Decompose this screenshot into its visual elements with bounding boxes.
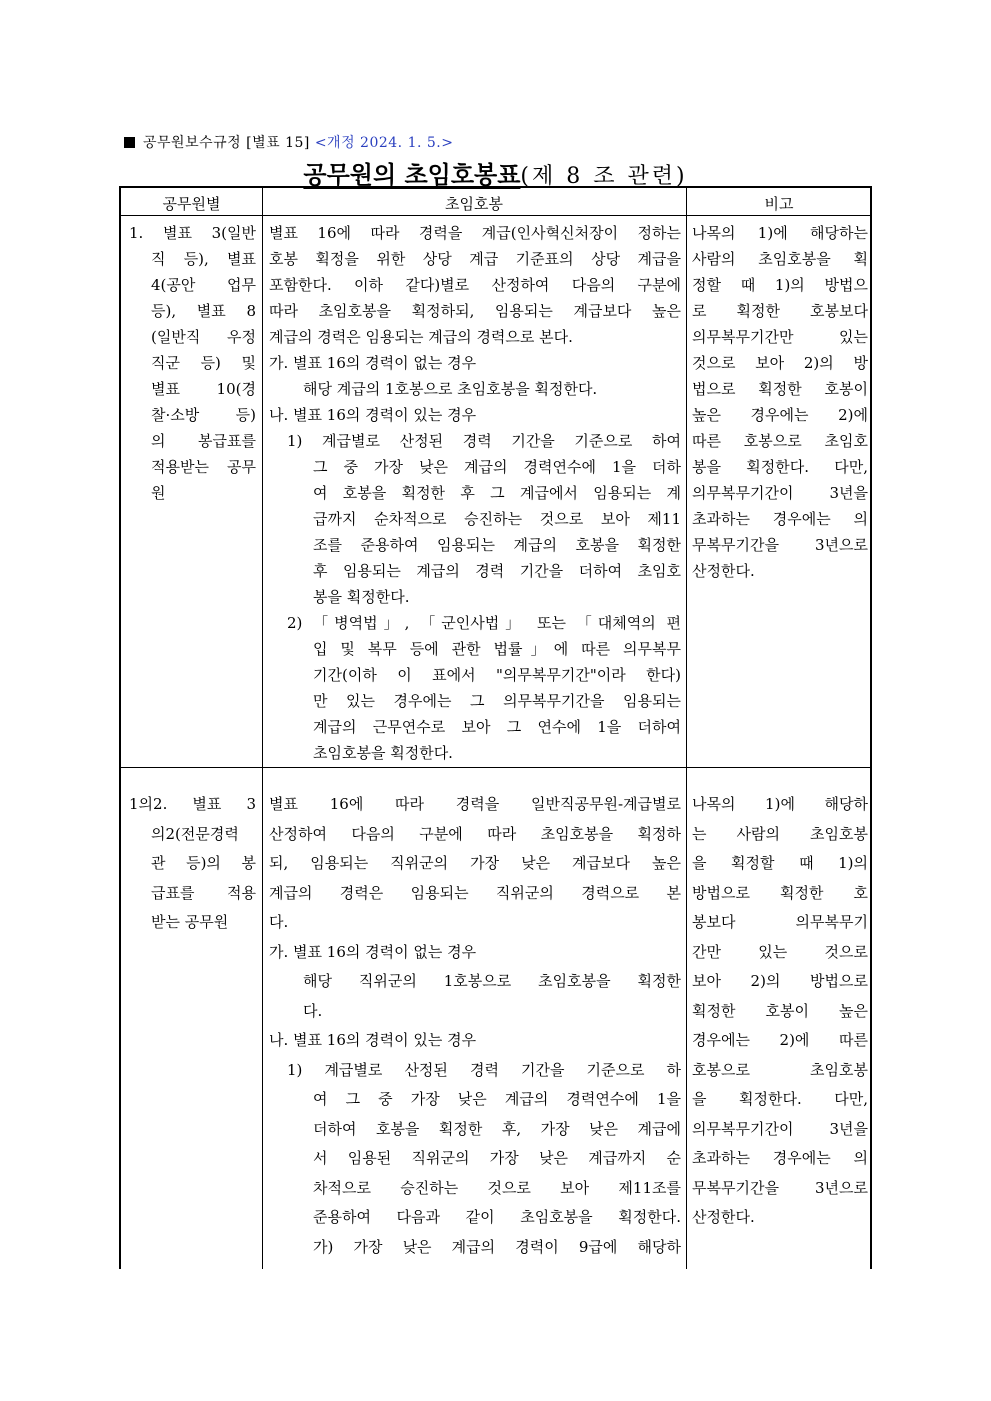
text-line: 1의2. 별표 3 [129, 795, 256, 813]
row-2-content [269, 790, 681, 1262]
text-line: 법으로 획정한 호봉이 [692, 380, 868, 398]
text-line: 무복무기간을 3년으로 [692, 1178, 868, 1197]
row-divider [121, 767, 870, 768]
text-line: 되, 임용되는 직위군의 가장 낮은 계급보다 높은 [269, 854, 681, 872]
text-line: 의 봉급표를 [151, 432, 256, 450]
text-line: 원 [151, 484, 166, 502]
text-line: 서 임용된 직위군의 가장 낮은 계급까지 순 [313, 1149, 681, 1167]
text-line: 방법으로 획정한 호 [692, 883, 868, 902]
text-line: 포함한다. 이하 같다)별로 산정하여 다음의 구분에 [269, 276, 681, 294]
text-line: 것으로 보아 2)의 방 [692, 354, 868, 372]
text-line: 등), 별표 8 [151, 302, 256, 320]
column-divider [686, 188, 687, 1269]
text-line: 1) 계급별로 산정된 경력 기간을 기준으로 하여 [287, 432, 681, 450]
text-line: 높은 경우에는 2)에 [692, 406, 868, 424]
text-line: 의무복무기간만 있는 [692, 328, 868, 346]
text-line: 다. [303, 1001, 323, 1020]
text-line: 봉을 획정한다. 다만, [692, 458, 868, 476]
text-line: 여 그 중 가장 낮은 계급의 경력연수에 1을 [313, 1090, 681, 1108]
column-divider [262, 188, 263, 1269]
text-line: 사람의 초임호봉을 획 [692, 250, 868, 268]
text-line: 만 있는 경우에는 그 의무복무기간을 임용되는 [313, 692, 681, 710]
text-line: 따라 초임호봉을 획정하되, 임용되는 계급보다 높은 [269, 302, 681, 320]
text-line: 적용받는 공무 [151, 458, 256, 476]
text-line: 관 등)의 봉 [151, 854, 256, 872]
text-line: 을 획정한다. 다만, [692, 1090, 868, 1108]
text-line: 다. [269, 913, 289, 931]
column-header-category: 공무원별 [162, 195, 221, 213]
header-divider [121, 215, 870, 216]
text-line: 로 획정한 호봉보다 [692, 302, 868, 320]
regulation-label: 공무원보수규정 [별표 15] [143, 135, 310, 151]
text-line: 차적으로 승진하는 것으로 보아 제11조를 [313, 1178, 681, 1197]
text-line: 준용하여 다음과 같이 초임호봉을 획정한다. [313, 1208, 681, 1226]
row-1-content [269, 220, 681, 766]
row-2-remarks [692, 790, 868, 1233]
text-line: 더하여 호봉을 획정한 후, 가장 낮은 계급에 [313, 1119, 681, 1138]
text-line: 급까지 순차적으로 승진하는 것으로 보아 제11 [313, 510, 681, 528]
text-line: 을 획정할 때 1)의 [692, 854, 868, 872]
text-line: 별표 16에 따라 경력을 계급(인사혁신처장이 정하는 [269, 224, 681, 242]
text-line: 직군 등) 및 [151, 354, 256, 372]
text-line: 보아 2)의 방법으로 [692, 972, 868, 990]
text-line: 경우에는 2)에 따른 [692, 1031, 868, 1049]
text-line: 여 호봉을 획정한 후 그 계급에서 임용되는 계 [313, 484, 681, 502]
text-line: 직 등), 별표 [151, 250, 256, 268]
text-line: 산정한다. [692, 562, 755, 580]
text-line: 초임호봉을 획정한다. [313, 744, 453, 762]
text-line: 무복무기간을 3년으로 [692, 536, 868, 554]
text-line: 급표를 적용 [151, 883, 256, 902]
text-line: 따른 호봉으로 초임호 [692, 432, 868, 450]
title-sub: (제 8 조 관련) [520, 164, 688, 189]
row-1-remarks [692, 220, 868, 584]
text-line: 입 및 복무 등에 관한 법률」에 따른 의무복무 [313, 640, 681, 658]
salary-table [119, 186, 872, 1269]
amendment-date: <개정 2024. 1. 5.> [314, 135, 454, 151]
text-line: 계급의 근무연수로 보아 그 연수에 1을 더하여 [313, 718, 681, 736]
text-line: 기간(이하 이 표에서 "의무복무기간"이라 한다) [313, 666, 681, 684]
text-line: 의무복무기간이 3년을 [692, 484, 868, 502]
text-line: 봉보다 의무복무기 [692, 913, 868, 931]
text-line: 계급의 경력은 임용되는 계급의 경력으로 본다. [269, 328, 573, 346]
text-line: 는 사람의 초임호봉 [692, 824, 868, 843]
text-line: 정할 때 1)의 방법으 [692, 276, 868, 294]
text-line: 2) 「병역법」, 「군인사법」 또는 「대체역의 편 [287, 614, 681, 632]
title-main: 공무원의 초임호봉표 [303, 161, 521, 189]
header-line [124, 132, 453, 152]
text-line: 호봉으로 초임호봉 [692, 1060, 868, 1079]
text-line: 해당 계급의 1호봉으로 초임호봉을 획정한다. [303, 380, 598, 398]
text-line: 그 중 가장 낮은 계급의 경력연수에 1을 더하 [313, 458, 681, 476]
text-line: 봉을 획정한다. [313, 588, 410, 606]
subsection-title: 나. 별표 16의 경력이 있는 경우 [269, 406, 477, 424]
text-line: 후 임용되는 계급의 경력 기간을 더하여 초임호 [313, 562, 681, 580]
row-2-category [129, 790, 256, 938]
text-line: 획정한 호봉이 높은 [692, 1001, 868, 1020]
text-line: 간만 있는 것으로 [692, 942, 868, 961]
text-line: 호봉 획정을 위한 상당 계급 기준표의 상당 계급을 [269, 250, 681, 268]
text-line: 의2(전문경력 [151, 824, 239, 843]
text-line: 해당 직위군의 1호봉으로 초임호봉을 획정한 [303, 972, 681, 990]
text-line: 1) 계급별로 산정된 경력 기간을 기준으로 하 [287, 1060, 681, 1079]
text-line: 조를 준용하여 임용되는 계급의 호봉을 획정한 [313, 536, 681, 554]
text-line: 나목의 1)에 해당하는 [692, 224, 868, 242]
text-line: 의무복무기간이 3년을 [692, 1119, 868, 1138]
row-1-category [129, 220, 256, 506]
subsection-title: 나. 별표 16의 경력이 있는 경우 [269, 1031, 477, 1049]
document-title [0, 155, 991, 190]
text-line: 4(공안 업무 [151, 276, 256, 294]
text-line: 가) 가장 낮은 계급의 경력이 9급에 해당하 [313, 1237, 681, 1256]
text-line: 받는 공무원 [151, 913, 229, 931]
column-header-remarks: 비고 [764, 195, 794, 213]
text-line: 계급의 경력은 임용되는 직위군의 경력으로 본 [269, 883, 681, 902]
subsection-title: 가. 별표 16의 경력이 없는 경우 [269, 942, 477, 961]
text-line: 별표 10(경 [151, 380, 256, 398]
bullet-square-icon [124, 137, 135, 148]
text-line: (일반직 우정 [151, 328, 256, 346]
text-line: 나목의 1)에 해당하 [692, 795, 868, 813]
text-line: 찰·소방 등) [151, 406, 256, 424]
text-line: 산정하여 다음의 구분에 따라 초임호봉을 획정하 [269, 824, 681, 843]
column-header-initial-step: 초임호봉 [445, 195, 503, 213]
text-line: 초과하는 경우에는 의 [692, 510, 868, 528]
text-line: 별표 16에 따라 경력을 일반직공무원-계급별로 [269, 795, 681, 813]
text-line: 산정한다. [692, 1208, 755, 1226]
subsection-title: 가. 별표 16의 경력이 없는 경우 [269, 354, 477, 372]
text-line: 초과하는 경우에는 의 [692, 1149, 868, 1167]
text-line: 1. 별표 3(일반 [129, 224, 256, 242]
